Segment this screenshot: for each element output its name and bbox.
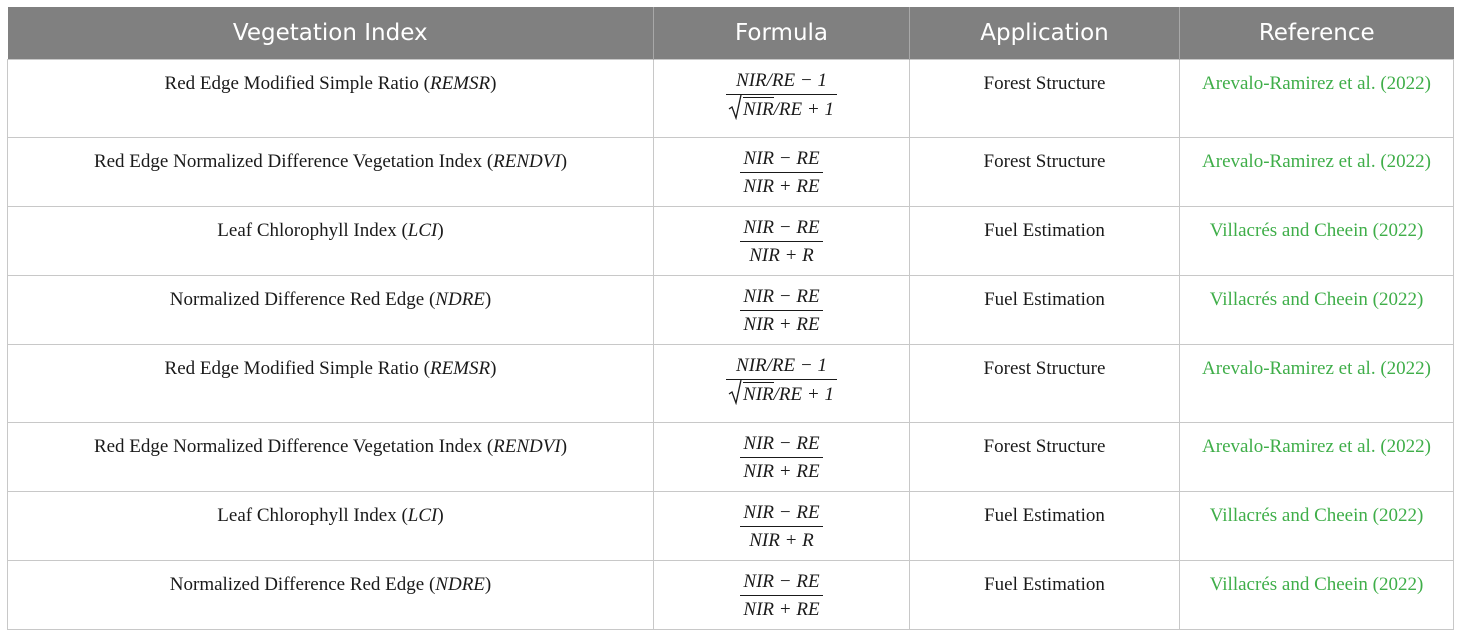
application-cell (910, 561, 1180, 630)
reference-link[interactable]: Villacrés and Cheein (2022) (1209, 220, 1424, 241)
application-cell (910, 423, 1180, 492)
application-text: Forest Structure (983, 151, 1106, 172)
formula-denominator: NIR + RE (743, 314, 820, 335)
index-abbreviation: RENDVI (493, 436, 561, 457)
index-close: ) (484, 574, 492, 595)
table-row (8, 423, 1454, 492)
formula-cell (654, 345, 910, 423)
table-row (8, 138, 1454, 207)
denominator-rest: /RE + 1 (773, 99, 834, 120)
formula-denominator: NIR + RE (743, 599, 820, 620)
header-reference: Reference (1180, 7, 1454, 60)
index-close: ) (437, 220, 444, 241)
index-abbreviation: LCI (407, 505, 438, 526)
index-name-cell (8, 492, 654, 561)
reference-cell (1180, 207, 1454, 276)
index-close: ) (490, 358, 497, 379)
reference-link[interactable]: Villacrés and Cheein (2022) (1209, 505, 1424, 526)
square-root (729, 382, 774, 407)
formula-denominator: NIR + RE (743, 176, 820, 197)
radicand: NIR (743, 99, 774, 120)
formula-cell (654, 492, 910, 561)
radicand: NIR (743, 384, 774, 405)
reference-link[interactable]: Arevalo-Ramirez et al. (2022) (1202, 151, 1431, 172)
formula-fraction (740, 216, 822, 268)
index-name-cell (8, 345, 654, 423)
index-name-cell (8, 60, 654, 138)
reference-cell (1180, 276, 1454, 345)
formula-fraction (726, 69, 837, 122)
index-close: ) (490, 73, 497, 94)
vegetation-index-table (7, 7, 1454, 630)
formula-denominator (726, 95, 837, 122)
reference-link[interactable]: Villacrés and Cheein (2022) (1209, 574, 1424, 595)
application-cell (910, 207, 1180, 276)
reference-cell (1180, 492, 1454, 561)
application-text: Forest Structure (983, 436, 1106, 457)
application-text: Forest Structure (983, 358, 1106, 379)
index-name: Red Edge Modified Simple Ratio ( (164, 73, 430, 94)
reference-link[interactable]: Arevalo-Ramirez et al. (2022) (1202, 73, 1431, 94)
index-name-cell (8, 423, 654, 492)
formula-cell (654, 423, 910, 492)
application-text: Fuel Estimation (984, 289, 1105, 310)
index-close: ) (437, 505, 444, 526)
square-root (729, 97, 774, 122)
index-abbreviation: NDRE (435, 574, 485, 595)
formula-numerator: NIR − RE (740, 216, 822, 242)
index-name-cell (8, 561, 654, 630)
header-vegetation-index: Vegetation Index (8, 7, 654, 60)
formula-denominator: NIR + R (749, 530, 814, 551)
radical-sign-icon (728, 94, 742, 120)
denominator-rest: /RE + 1 (773, 384, 834, 405)
index-close: ) (560, 436, 568, 457)
application-cell (910, 492, 1180, 561)
header-application: Application (910, 7, 1180, 60)
table-row (8, 207, 1454, 276)
formula-cell (654, 60, 910, 138)
index-abbreviation: REMSR (429, 73, 491, 94)
formula-denominator: NIR + RE (743, 461, 820, 482)
application-text: Forest Structure (983, 73, 1106, 94)
formula-fraction (740, 432, 822, 484)
index-name-cell (8, 276, 654, 345)
formula-cell (654, 138, 910, 207)
application-cell (910, 276, 1180, 345)
header-row (8, 7, 1454, 60)
index-name: Leaf Chlorophyll Index ( (217, 505, 408, 526)
table-row (8, 60, 1454, 138)
application-cell (910, 345, 1180, 423)
reference-cell (1180, 345, 1454, 423)
table-row (8, 561, 1454, 630)
formula-fraction (740, 501, 822, 553)
application-cell (910, 60, 1180, 138)
index-name-cell (8, 138, 654, 207)
application-cell (910, 138, 1180, 207)
reference-link[interactable]: Arevalo-Ramirez et al. (2022) (1202, 358, 1431, 379)
reference-link[interactable]: Villacrés and Cheein (2022) (1209, 289, 1424, 310)
header-formula: Formula (654, 7, 910, 60)
formula-numerator: NIR − RE (740, 501, 822, 527)
application-text: Fuel Estimation (984, 505, 1105, 526)
table-body (8, 60, 1454, 630)
reference-cell (1180, 561, 1454, 630)
index-name: Red Edge Modified Simple Ratio ( (164, 358, 430, 379)
index-name: Normalized Difference Red Edge ( (169, 289, 436, 310)
formula-fraction (726, 354, 837, 407)
application-text: Fuel Estimation (984, 220, 1105, 241)
formula-numerator: NIR/RE − 1 (726, 69, 837, 95)
index-abbreviation: LCI (407, 220, 438, 241)
vegetation-index-table-container (7, 7, 1453, 630)
table-header (8, 7, 1454, 60)
table-row (8, 345, 1454, 423)
radical-sign-icon (728, 379, 742, 405)
index-abbreviation: REMSR (429, 358, 491, 379)
index-name: Leaf Chlorophyll Index ( (217, 220, 408, 241)
formula-numerator: NIR/RE − 1 (726, 354, 837, 380)
index-name: Normalized Difference Red Edge ( (169, 574, 436, 595)
index-name: Red Edge Normalized Difference Vegetation Index ( (93, 151, 494, 172)
reference-cell (1180, 423, 1454, 492)
reference-link[interactable]: Arevalo-Ramirez et al. (2022) (1202, 436, 1431, 457)
formula-fraction (740, 285, 822, 337)
index-name: Red Edge Normalized Difference Vegetation Index ( (93, 436, 494, 457)
formula-numerator: NIR − RE (740, 570, 822, 596)
formula-numerator: NIR − RE (740, 285, 822, 311)
index-name-cell (8, 207, 654, 276)
index-abbreviation: NDRE (435, 289, 485, 310)
reference-cell (1180, 60, 1454, 138)
formula-denominator (726, 380, 837, 407)
reference-cell (1180, 138, 1454, 207)
formula-denominator: NIR + R (749, 245, 814, 266)
formula-numerator: NIR − RE (740, 432, 822, 458)
application-text: Fuel Estimation (984, 574, 1105, 595)
index-close: ) (560, 151, 568, 172)
formula-fraction (740, 147, 822, 199)
index-abbreviation: RENDVI (493, 151, 561, 172)
formula-cell (654, 207, 910, 276)
formula-numerator: NIR − RE (740, 147, 822, 173)
table-row (8, 492, 1454, 561)
formula-fraction (740, 570, 822, 622)
index-close: ) (484, 289, 492, 310)
formula-cell (654, 276, 910, 345)
formula-cell (654, 561, 910, 630)
table-row (8, 276, 1454, 345)
